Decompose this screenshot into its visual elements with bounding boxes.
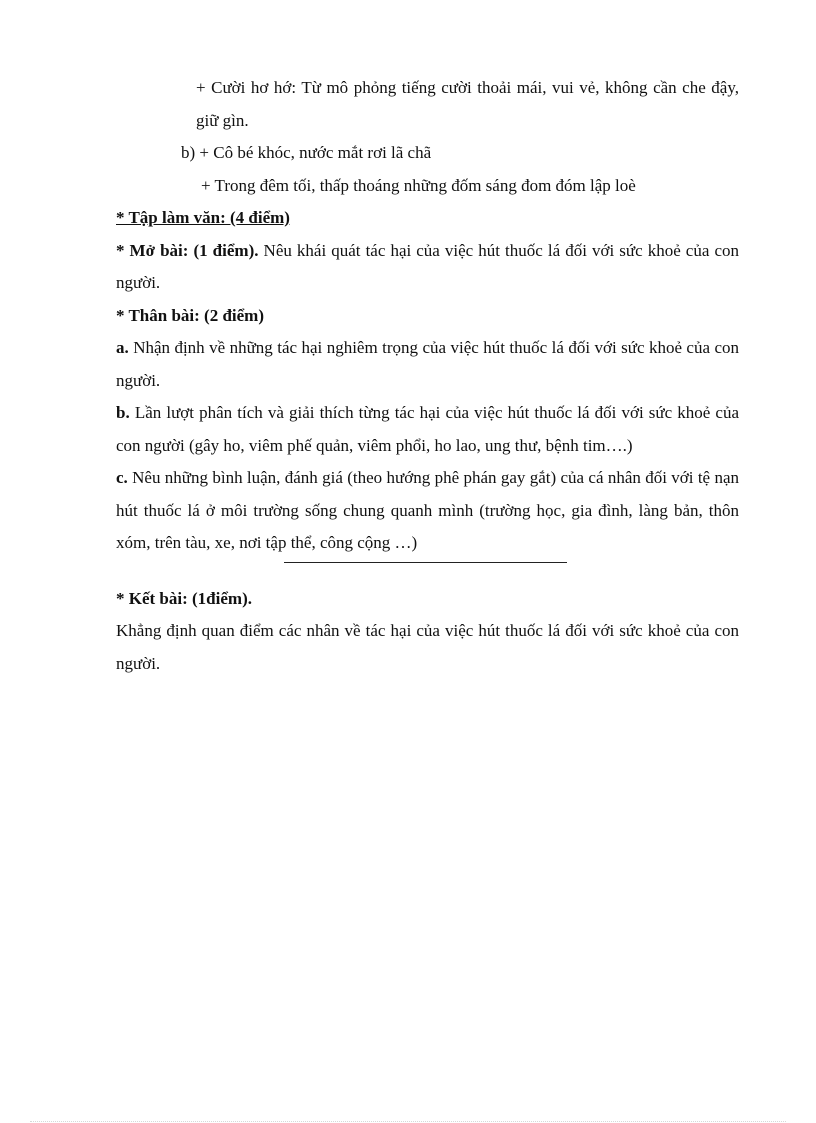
answer-b-fireflies: + Trong đêm tối, thấp thoáng những đốm sáng đom đóm lập loè bbox=[201, 175, 636, 195]
point-a-text: Nhận định về những tác hại nghiêm trọng của việc hút thuốc lá đối với sức khoẻ của con người. bbox=[116, 338, 739, 390]
conclusion-heading: * Kết bài: (1điểm). bbox=[116, 588, 252, 608]
body-point-c bbox=[116, 462, 739, 560]
point-c-text: Nêu những bình luận, đánh giá (theo hướng phê phán gay gắt) của cá nhân đối với tệ nạn hút thuốc lá ở môi trường sống chung quanh mình (trường học, gia đình, làng bản, thôn xóm, trên tàu, xe, nơi tập thể, công cộng …) bbox=[116, 468, 739, 552]
body-point-a bbox=[116, 332, 739, 397]
page-bottom-edge bbox=[30, 1121, 786, 1122]
body-point-b bbox=[116, 397, 739, 462]
intro-paragraph bbox=[116, 235, 739, 300]
section-divider bbox=[284, 562, 567, 563]
intro-text: Nêu khái quát tác hại của việc hút thuốc lá đối với sức khoẻ của con người. bbox=[116, 240, 739, 292]
answer-b-crying: b) + Cô bé khóc, nước mắt rơi lã chã bbox=[181, 143, 432, 162]
point-c-label: c. bbox=[116, 468, 128, 487]
point-b-label: b. bbox=[116, 403, 130, 422]
point-b-text: Lần lượt phân tích và giải thích từng tác hại của việc hút thuốc lá đối với sức khoẻ của con người (gây ho, viêm phế quản, viêm phổi, ho lao, ung thư, bệnh tim….) bbox=[116, 403, 739, 455]
body-heading: * Thân bài: (2 điểm) bbox=[116, 305, 264, 325]
conclusion-text: Khẳng định quan điểm các nhân về tác hại của việc hút thuốc lá đối với sức khoẻ của con người. bbox=[116, 621, 739, 673]
point-a-label: a. bbox=[116, 338, 129, 357]
intro-label: * Mở bài: (1 điểm). bbox=[116, 240, 259, 260]
essay-heading: * Tập làm văn: (4 điểm) bbox=[116, 208, 290, 227]
laugh-explanation: + Cười hơ hớ: Từ mô phỏng tiếng cười thoải mái, vui vẻ, không cần che đậy, giữ gìn. bbox=[196, 78, 739, 130]
document-page bbox=[116, 72, 739, 680]
